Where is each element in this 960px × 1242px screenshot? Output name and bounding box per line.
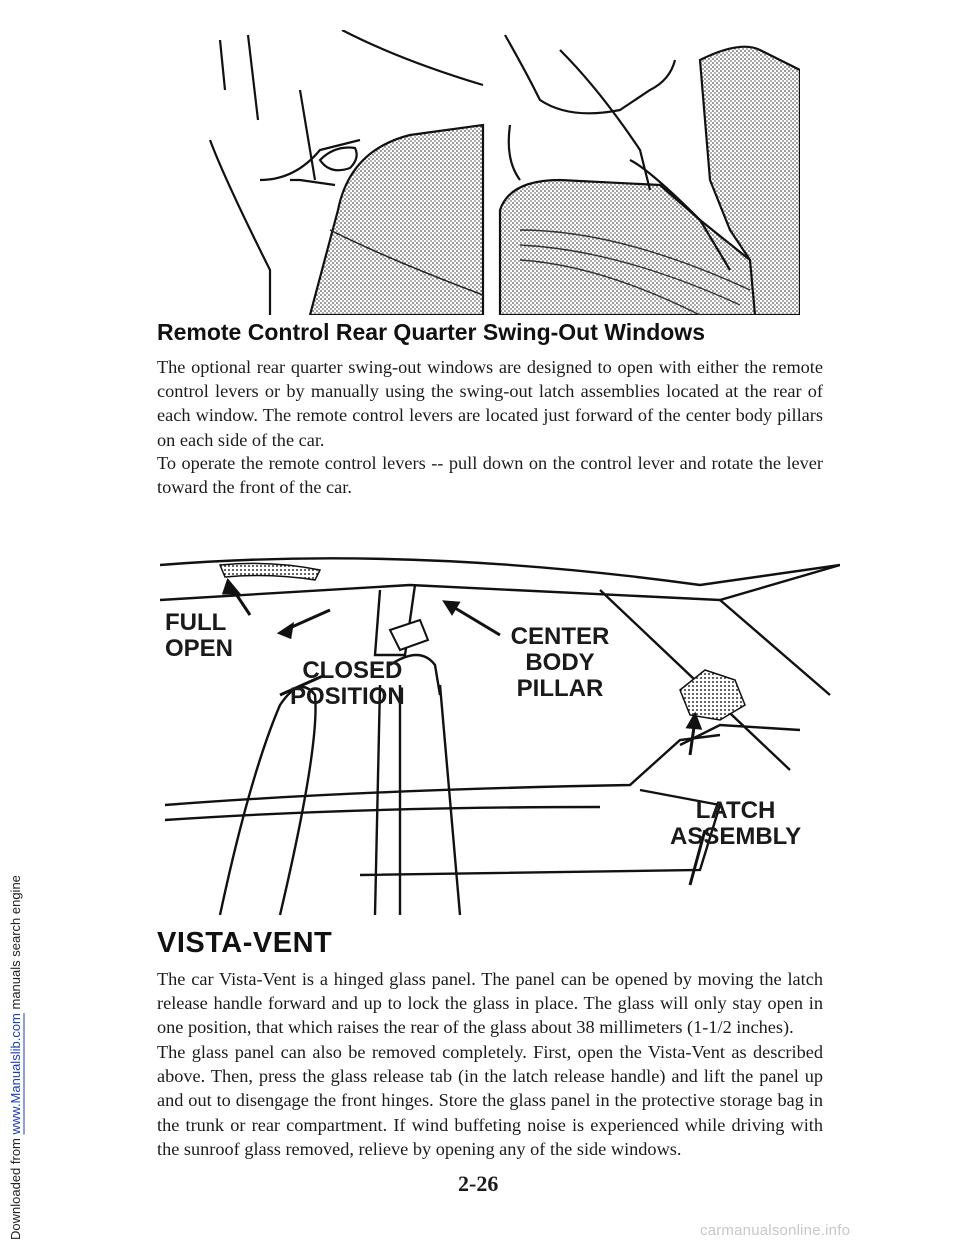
latch-line-1: LATCH <box>695 797 776 824</box>
swing-out-window-diagram <box>160 545 840 920</box>
center-line-1: CENTER <box>510 623 610 650</box>
vista-vent-heading: VISTA-VENT <box>157 927 333 959</box>
latch-line-2: ASSEMBLY <box>670 823 802 850</box>
center-line-2: BODY <box>525 649 595 676</box>
center-line-3: PILLAR <box>516 675 604 702</box>
closed-position-label <box>290 657 405 710</box>
carmanualsonline-watermark[interactable]: carmanualsonline.info <box>700 1222 851 1239</box>
right-seat-drawing <box>500 35 800 315</box>
center-body-pillar-label <box>500 624 620 702</box>
closed-line-2: POSITION <box>290 683 405 710</box>
seat-lever-illustration <box>200 30 800 315</box>
remote-control-paragraph-1: The optional rear quarter swing-out windows are designed to open with either the remote control levers or by manually using the swing-out latch assemblies located at the rear of each window. The remote control levers are located just forward of the center body pillars on each side of the car. <box>157 357 823 450</box>
banner-prefix: Downloaded from <box>8 1134 23 1240</box>
full-open-line-1: FULL <box>165 609 227 636</box>
left-seat-drawing <box>200 30 483 315</box>
page-number: 2-26 <box>458 1171 499 1196</box>
full-open-line-2: OPEN <box>165 635 234 662</box>
banner-suffix: manuals search engine <box>8 875 23 1014</box>
latch-assembly-label <box>670 798 801 850</box>
vista-vent-paragraph-1: The car Vista-Vent is a hinged glass panel. The panel can be opened by moving the latch release handle forward and up to lock the glass in place. The glass will only stay open in one position, that which raises the rear of the glass about 38 millimeters (1-1/2 inches). <box>157 969 823 1038</box>
closed-line-1: CLOSED <box>302 657 403 684</box>
manualslib-link[interactable]: www.Manualslib.com <box>8 1013 23 1135</box>
full-open-label <box>165 610 233 662</box>
remote-control-paragraph-2: To operate the remote control levers -- pull down on the control lever and rotate the lever toward the front of the car. <box>157 453 823 498</box>
vista-vent-paragraph-2: The glass panel can also be removed completely. First, open the Vista-Vent as described above. Then, press the glass release tab (in the latch release handle) and lift the panel up and out to disengage the front hinges. Store the glass panel in the protective storage bag in the trunk or rear compartment. If wind buffeting noise is experienced while driving with the sunroof glass removed, relieve by opening any of the side windows. <box>157 1042 823 1159</box>
remote-control-heading: Remote Control Rear Quarter Swing-Out Windows <box>157 319 705 345</box>
download-banner <box>8 4 32 1240</box>
